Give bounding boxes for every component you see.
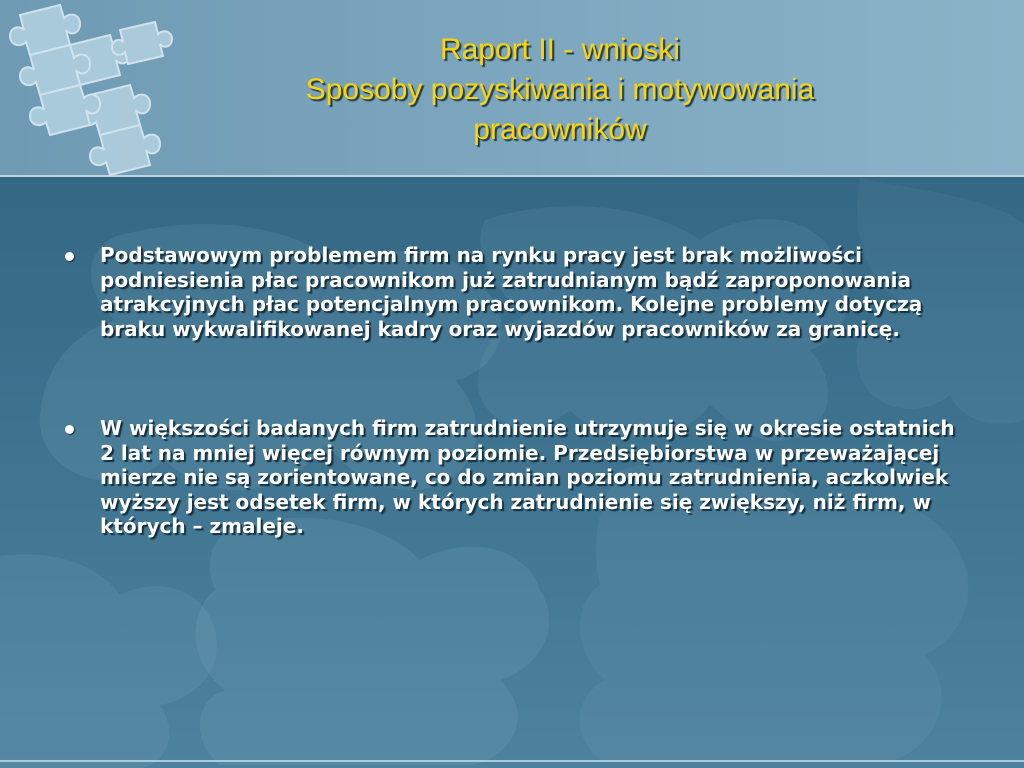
header-divider	[0, 175, 1024, 177]
title-line-2: Sposoby pozyskiwania i motywowania	[305, 73, 815, 106]
bullet-text-2: W większości badanych firm zatrudnienie utrzymuje się w okresie ostatnich 2 lat na mniej więcej równym poziomie. Przedsiębiorstwa w przeważającej mierze nie są zorientowane, co do zmian poziomu zatrudnienia, aczkolwiek wyższy jest odsetek firm, w których zatrudnienie się zwiększy, niż firm, w których – zmaleje.	[100, 416, 955, 538]
bullet-item-2	[56, 416, 971, 539]
bullet-dot-icon	[65, 425, 74, 434]
puzzle-pieces-icon	[0, 0, 200, 185]
bullet-item-1	[56, 243, 971, 341]
footer-divider	[0, 760, 1024, 762]
slide-title	[180, 30, 940, 150]
title-line-3: pracowników	[473, 113, 647, 146]
bullet-dot-icon	[65, 252, 74, 261]
title-line-1: Raport II - wnioski	[439, 33, 681, 66]
bullet-text-1: Podstawowym problemem firm na rynku pracy jest brak możliwości podniesienia płac pracownikom już zatrudnianym bądź zaproponowania atrakcyjnych płac potencjalnym pracownikom. Kolejne problemy dotyczą braku wykwalifikowanej kadry oraz wyjazdów pracowników za granicę.	[100, 243, 923, 341]
bullet-list	[56, 243, 971, 539]
